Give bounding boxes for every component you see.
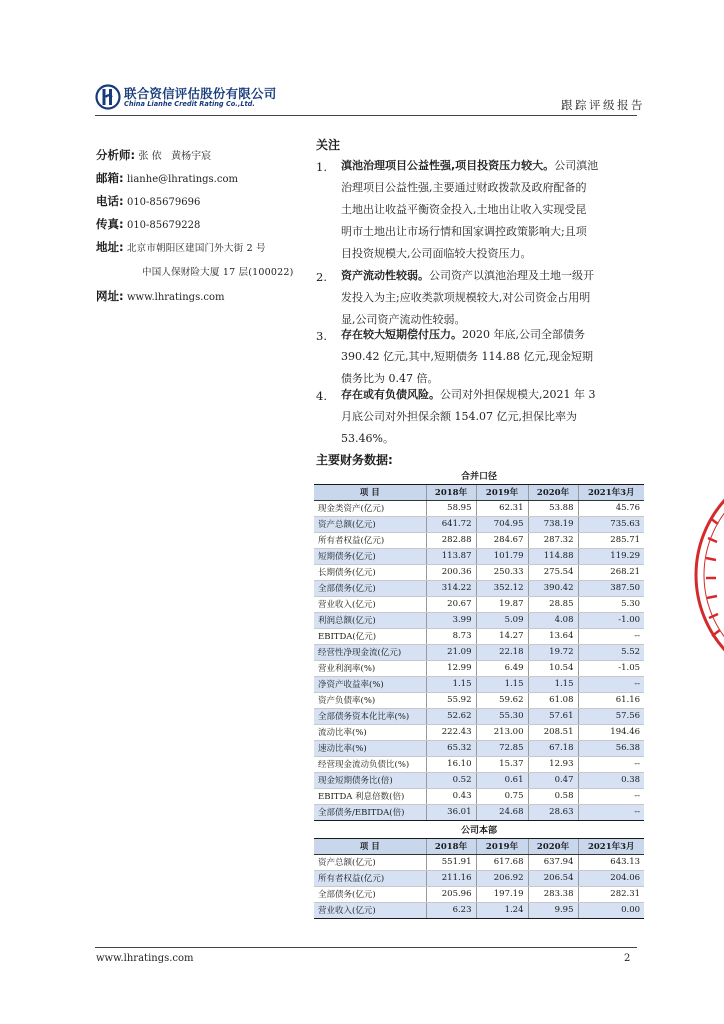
page-header bbox=[0, 0, 724, 125]
cell-value: 275.54 bbox=[528, 564, 578, 580]
table-row bbox=[314, 564, 644, 580]
cell-value: 57.61 bbox=[528, 708, 578, 724]
cell-value: -- bbox=[578, 756, 644, 772]
table-row bbox=[314, 580, 644, 596]
table-row bbox=[314, 740, 644, 756]
consolidated-header-row bbox=[314, 484, 644, 500]
cell-value: 114.88 bbox=[528, 548, 578, 564]
concern-1-line-1: 治理项目公益性强,主要通过财政拨款及政府配备的 bbox=[341, 181, 587, 194]
row-label: 资产总额(亿元) bbox=[314, 516, 426, 532]
parent-header-row bbox=[314, 838, 644, 854]
cell-value: 197.19 bbox=[476, 886, 528, 902]
consolidated-table bbox=[314, 468, 644, 821]
footer-url[interactable]: www.lhratings.com bbox=[96, 953, 194, 964]
fax-label: 传真: bbox=[96, 217, 124, 231]
table-row bbox=[314, 804, 644, 820]
concern-4-lead: 公司对外担保规模大,2021 年 3 bbox=[440, 388, 596, 401]
consolidated-caption-row bbox=[314, 468, 644, 484]
table-row bbox=[314, 692, 644, 708]
cell-value: 58.95 bbox=[426, 500, 476, 516]
cell-value: 211.16 bbox=[426, 870, 476, 886]
cell-value: 283.38 bbox=[528, 886, 578, 902]
email-value[interactable]: lianhe@lhratings.com bbox=[126, 174, 238, 185]
cell-value: 250.33 bbox=[476, 564, 528, 580]
column-header: 2018年 bbox=[426, 838, 476, 854]
cell-value: 387.50 bbox=[578, 580, 644, 596]
concern-2-title: 资产流动性较弱。 bbox=[341, 269, 429, 282]
cell-value: -- bbox=[578, 788, 644, 804]
cell-value: -1.05 bbox=[578, 660, 644, 676]
concern-4-line-2: 53.46%。 bbox=[341, 432, 394, 445]
cell-value: 10.54 bbox=[528, 660, 578, 676]
cell-value: 67.18 bbox=[528, 740, 578, 756]
row-label: 经营性净现金流(亿元) bbox=[314, 644, 426, 660]
cell-value: 61.08 bbox=[528, 692, 578, 708]
cell-value: 28.63 bbox=[528, 804, 578, 820]
website-label: 网址: bbox=[96, 289, 124, 303]
cell-value: 641.72 bbox=[426, 516, 476, 532]
page-number: 2 bbox=[624, 953, 631, 964]
column-header: 2021年3月 bbox=[578, 838, 644, 854]
row-label: 营业收入(亿元) bbox=[314, 902, 426, 918]
address-line2: 中国人保财险大厦 17 层(100022) bbox=[142, 267, 294, 278]
cell-value: 1.15 bbox=[476, 676, 528, 692]
cell-value: -- bbox=[578, 676, 644, 692]
cell-value: 61.16 bbox=[578, 692, 644, 708]
table-row bbox=[314, 516, 644, 532]
table-row bbox=[314, 644, 644, 660]
row-label: 流动比率(%) bbox=[314, 724, 426, 740]
row-label: 营业利润率(%) bbox=[314, 660, 426, 676]
row-label: EBITDA(亿元) bbox=[314, 628, 426, 644]
cell-value: 72.85 bbox=[476, 740, 528, 756]
cell-value: 5.30 bbox=[578, 596, 644, 612]
fax-row bbox=[96, 216, 200, 232]
consolidated-rows bbox=[314, 500, 644, 820]
row-label: 利润总额(亿元) bbox=[314, 612, 426, 628]
row-label: 全部债务/EBITDA(倍) bbox=[314, 804, 426, 820]
analyst-label: 分析师: bbox=[96, 148, 136, 162]
lianhe-logo-icon bbox=[95, 84, 121, 110]
concern-2-line-2: 显,公司资产流动性较弱。 bbox=[341, 313, 466, 326]
cell-value: 65.32 bbox=[426, 740, 476, 756]
cell-value: -1.00 bbox=[578, 612, 644, 628]
cell-value: 0.61 bbox=[476, 772, 528, 788]
cell-value: 56.38 bbox=[578, 740, 644, 756]
fax-value: 010-85679228 bbox=[126, 220, 201, 231]
row-label: 短期债务(亿元) bbox=[314, 548, 426, 564]
cell-value: 12.93 bbox=[528, 756, 578, 772]
cell-value: 390.42 bbox=[528, 580, 578, 596]
table-row bbox=[314, 854, 644, 870]
cell-value: 1.24 bbox=[476, 902, 528, 918]
cell-value: 222.43 bbox=[426, 724, 476, 740]
row-label: 全部债务(亿元) bbox=[314, 886, 426, 902]
cell-value: 1.15 bbox=[528, 676, 578, 692]
consolidated-caption: 合并口径 bbox=[314, 468, 644, 484]
cell-value: 314.22 bbox=[426, 580, 476, 596]
table-row bbox=[314, 870, 644, 886]
concern-4-number: 4. bbox=[316, 389, 327, 403]
cell-value: 204.06 bbox=[578, 870, 644, 886]
cell-value: 5.09 bbox=[476, 612, 528, 628]
concern-3-line-1: 390.42 亿元,其中,短期债务 114.88 亿元,现金短期 bbox=[341, 350, 593, 363]
cell-value: 268.21 bbox=[578, 564, 644, 580]
cell-value: 205.96 bbox=[426, 886, 476, 902]
cell-value: 0.47 bbox=[528, 772, 578, 788]
cell-value: 287.32 bbox=[528, 532, 578, 548]
phone-value: 010-85679696 bbox=[126, 197, 201, 208]
cell-value: 119.29 bbox=[578, 548, 644, 564]
cell-value: 735.63 bbox=[578, 516, 644, 532]
cell-value: 6.49 bbox=[476, 660, 528, 676]
cell-value: 55.30 bbox=[476, 708, 528, 724]
parent-company-table bbox=[314, 822, 644, 919]
table-row bbox=[314, 676, 644, 692]
table-row bbox=[314, 500, 644, 516]
website-value[interactable]: www.lhratings.com bbox=[126, 292, 225, 303]
cell-value: 551.91 bbox=[426, 854, 476, 870]
parent-rows bbox=[314, 854, 644, 918]
cell-value: 8.73 bbox=[426, 628, 476, 644]
address-row bbox=[96, 239, 266, 255]
row-label: 营业收入(亿元) bbox=[314, 596, 426, 612]
column-header: 项 目 bbox=[314, 484, 426, 500]
company-name-en: China Lianhe Credit Rating Co.,Ltd. bbox=[124, 100, 255, 108]
concerns-heading: 关注 bbox=[316, 138, 341, 152]
concern-4-title: 存在或有负债风险。 bbox=[341, 388, 440, 401]
cell-value: 208.51 bbox=[528, 724, 578, 740]
cell-value: 352.12 bbox=[476, 580, 528, 596]
table-row bbox=[314, 532, 644, 548]
cell-value: 282.88 bbox=[426, 532, 476, 548]
cell-value: 0.38 bbox=[578, 772, 644, 788]
financial-heading: 主要财务数据: bbox=[316, 453, 393, 467]
header-divider bbox=[95, 115, 637, 116]
concern-1-line-3: 明市土地出让市场行情和国家调控政策影响大;且项 bbox=[341, 225, 587, 238]
parent-caption-row bbox=[314, 822, 644, 838]
concern-2-lead: 公司资产以滇池治理及土地一级开 bbox=[429, 269, 594, 282]
table-row bbox=[314, 772, 644, 788]
cell-value: 59.62 bbox=[476, 692, 528, 708]
cell-value: 738.19 bbox=[528, 516, 578, 532]
column-header: 2020年 bbox=[528, 484, 578, 500]
phone-row bbox=[96, 193, 200, 209]
column-header: 2018年 bbox=[426, 484, 476, 500]
cell-value: 19.72 bbox=[528, 644, 578, 660]
table-row bbox=[314, 756, 644, 772]
cell-value: 285.71 bbox=[578, 532, 644, 548]
cell-value: 22.18 bbox=[476, 644, 528, 660]
row-label: 现金类资产(亿元) bbox=[314, 500, 426, 516]
row-label: 资产负债率(%) bbox=[314, 692, 426, 708]
table-row bbox=[314, 612, 644, 628]
cell-value: 28.85 bbox=[528, 596, 578, 612]
table-row bbox=[314, 628, 644, 644]
concern-1-line-4: 目投资规模大,公司面临较大投资压力。 bbox=[341, 247, 532, 260]
row-label: EBITDA 利息倍数(倍) bbox=[314, 788, 426, 804]
address-label: 地址: bbox=[96, 240, 124, 254]
cell-value: 206.92 bbox=[476, 870, 528, 886]
concern-3-line-2: 债务比为 0.47 倍。 bbox=[341, 372, 439, 385]
cell-value: 637.94 bbox=[528, 854, 578, 870]
concern-3-lead: 2020 年底,公司全部债务 bbox=[462, 328, 585, 341]
cell-value: 101.79 bbox=[476, 548, 528, 564]
report-type: 跟踪评级报告 bbox=[561, 98, 645, 112]
row-label: 长期债务(亿元) bbox=[314, 564, 426, 580]
cell-value: 12.99 bbox=[426, 660, 476, 676]
concern-4-line-1: 月底公司对外担保余额 154.07 亿元,担保比率为 bbox=[341, 410, 577, 423]
cell-value: 19.87 bbox=[476, 596, 528, 612]
cell-value: 113.87 bbox=[426, 548, 476, 564]
analyst-value: 张 依 黄杨宇宸 bbox=[138, 151, 212, 162]
row-label: 所有者权益(亿元) bbox=[314, 532, 426, 548]
concern-1-lead: 公司滇池 bbox=[554, 159, 599, 172]
cell-value: 0.52 bbox=[426, 772, 476, 788]
cell-value: 16.10 bbox=[426, 756, 476, 772]
concern-1-number: 1. bbox=[316, 160, 327, 174]
cell-value: 52.62 bbox=[426, 708, 476, 724]
table-row bbox=[314, 788, 644, 804]
cell-value: 617.68 bbox=[476, 854, 528, 870]
table-row bbox=[314, 596, 644, 612]
table-row bbox=[314, 660, 644, 676]
table-row bbox=[314, 708, 644, 724]
cell-value: 55.92 bbox=[426, 692, 476, 708]
row-label: 资产总额(亿元) bbox=[314, 854, 426, 870]
cell-value: 643.13 bbox=[578, 854, 644, 870]
cell-value: 0.00 bbox=[578, 902, 644, 918]
cell-value: 15.37 bbox=[476, 756, 528, 772]
concern-1-line-0 bbox=[341, 155, 598, 177]
concern-3-line-0 bbox=[341, 324, 585, 346]
cell-value: 1.15 bbox=[426, 676, 476, 692]
row-label: 净资产收益率(%) bbox=[314, 676, 426, 692]
cell-value: 5.52 bbox=[578, 644, 644, 660]
cell-value: 3.99 bbox=[426, 612, 476, 628]
concern-2-number: 2. bbox=[316, 270, 327, 284]
analyst-row bbox=[96, 147, 211, 163]
cell-value: 53.88 bbox=[528, 500, 578, 516]
cell-value: -- bbox=[578, 628, 644, 644]
row-label: 速动比率(%) bbox=[314, 740, 426, 756]
email-label: 邮箱: bbox=[96, 171, 124, 185]
concern-3-number: 3. bbox=[316, 329, 327, 343]
concern-3-title: 存在较大短期偿付压力。 bbox=[341, 328, 462, 341]
cell-value: 57.56 bbox=[578, 708, 644, 724]
cell-value: 20.67 bbox=[426, 596, 476, 612]
cell-value: 9.95 bbox=[528, 902, 578, 918]
cell-value: 282.31 bbox=[578, 886, 644, 902]
cell-value: 62.31 bbox=[476, 500, 528, 516]
cell-value: 13.64 bbox=[528, 628, 578, 644]
column-header: 2021年3月 bbox=[578, 484, 644, 500]
cell-value: 0.75 bbox=[476, 788, 528, 804]
company-seal-icon bbox=[690, 458, 724, 693]
cell-value: 6.23 bbox=[426, 902, 476, 918]
row-label: 所有者权益(亿元) bbox=[314, 870, 426, 886]
concern-1-title: 滇池治理项目公益性强,项目投资压力较大。 bbox=[341, 159, 555, 172]
cell-value: 194.46 bbox=[578, 724, 644, 740]
cell-value: 213.00 bbox=[476, 724, 528, 740]
cell-value: 284.67 bbox=[476, 532, 528, 548]
row-label: 现金短期债务比(倍) bbox=[314, 772, 426, 788]
column-header: 项 目 bbox=[314, 838, 426, 854]
table-row bbox=[314, 886, 644, 902]
cell-value: 24.68 bbox=[476, 804, 528, 820]
cell-value: 36.01 bbox=[426, 804, 476, 820]
cell-value: 14.27 bbox=[476, 628, 528, 644]
cell-value: 4.08 bbox=[528, 612, 578, 628]
column-header: 2020年 bbox=[528, 838, 578, 854]
cell-value: -- bbox=[578, 804, 644, 820]
company-name-cn: 联合资信评估股份有限公司 bbox=[124, 86, 277, 101]
footer-divider bbox=[95, 947, 637, 948]
cell-value: 200.36 bbox=[426, 564, 476, 580]
cell-value: 0.43 bbox=[426, 788, 476, 804]
table-row bbox=[314, 548, 644, 564]
cell-value: 0.58 bbox=[528, 788, 578, 804]
column-header: 2019年 bbox=[476, 484, 528, 500]
table-row bbox=[314, 902, 644, 918]
concern-4-line-0 bbox=[341, 384, 595, 406]
cell-value: 21.09 bbox=[426, 644, 476, 660]
table-row bbox=[314, 724, 644, 740]
row-label: 经营现金流动负债比(%) bbox=[314, 756, 426, 772]
address-line1: 北京市朝阳区建国门外大街 2 号 bbox=[126, 243, 266, 254]
website-row bbox=[96, 288, 224, 304]
row-label: 全部债务资本化比率(%) bbox=[314, 708, 426, 724]
cell-value: 704.95 bbox=[476, 516, 528, 532]
cell-value: 206.54 bbox=[528, 870, 578, 886]
concern-2-line-0 bbox=[341, 265, 594, 287]
email-row bbox=[96, 170, 238, 186]
row-label: 全部债务(亿元) bbox=[314, 580, 426, 596]
cell-value: 45.76 bbox=[578, 500, 644, 516]
column-header: 2019年 bbox=[476, 838, 528, 854]
parent-caption: 公司本部 bbox=[314, 822, 644, 838]
concern-1-line-2: 土地出让收益平衡资金投入,土地出让收入实现受昆 bbox=[341, 203, 587, 216]
concern-2-line-1: 发投入为主;应收类款项规模较大,对公司资金占用明 bbox=[341, 291, 591, 304]
phone-label: 电话: bbox=[96, 194, 124, 208]
